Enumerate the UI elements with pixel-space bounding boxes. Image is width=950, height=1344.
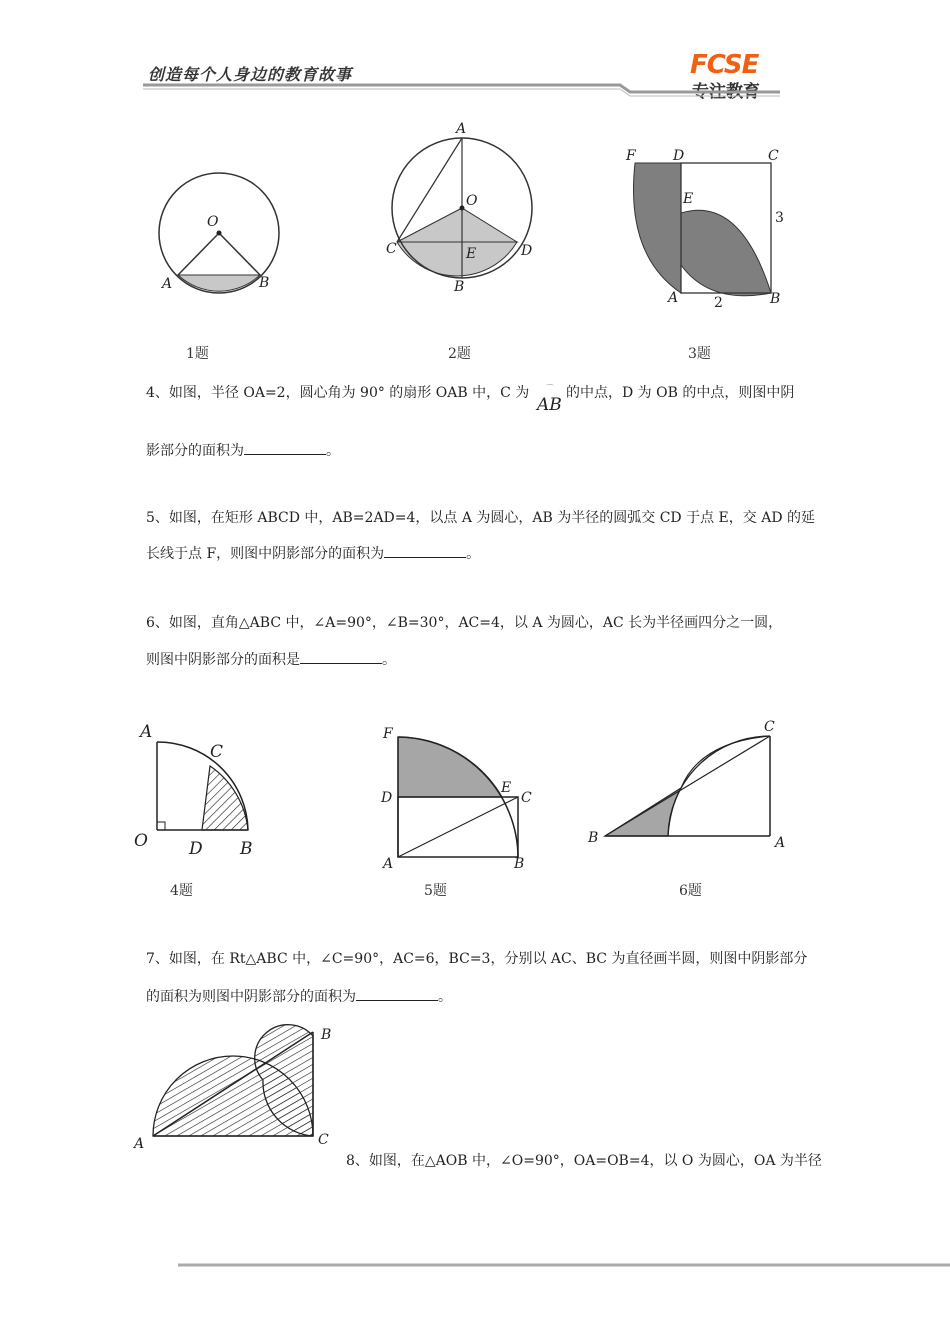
label-B: B [259, 275, 270, 291]
caption-4: 4题 [170, 883, 193, 899]
label-A: A [383, 856, 394, 872]
q7-line1: 7、如图，在 Rt△ABC 中，∠C=90°，AC=6，BC=3，分别以 AC、BC 为直径画半圆，则图中阴影部分 [146, 951, 808, 967]
q8-line1: 8、如图，在△AOB 中，∠O=90°，OA=OB=4，以 O 为圆心，OA 为半径 [346, 1153, 822, 1169]
label-B: B [321, 1027, 332, 1043]
label-O: O [466, 193, 478, 209]
caption-6: 6题 [679, 883, 702, 899]
q4-line2-text: 影部分的面积为 [146, 443, 244, 459]
label-C: C [764, 719, 775, 735]
q5-line2-text: 长线于点 F，则图中阴影部分的面积为 [146, 546, 385, 562]
label-A: A [775, 835, 786, 851]
q4-line1-part2: 的中点，D 为 OB 的中点，则图中阴 [566, 385, 795, 401]
label-B: B [514, 856, 525, 872]
label-F: F [383, 726, 393, 742]
figure-6 [587, 719, 785, 851]
figure-5 [380, 726, 532, 872]
caption-3: 3题 [688, 346, 711, 362]
brand-logo-subtitle: 专注教育 [692, 82, 760, 102]
q7-line2 [146, 986, 452, 1006]
label-A: A [140, 722, 153, 742]
label-C: C [318, 1132, 329, 1148]
label-A: A [668, 290, 679, 306]
q4-line1-part1: 4、如图，半径 OA=2，圆心角为 90° 的扇形 OAB 中，C 为 [146, 385, 530, 401]
q7-end: 。 [438, 989, 452, 1005]
header-slogan: 创造每个人身边的教育故事 [148, 65, 353, 84]
caption-5: 5题 [424, 883, 447, 899]
arc-mark: ⌒ [546, 384, 554, 393]
label-O: O [134, 831, 148, 851]
label-E: E [466, 246, 477, 262]
label-side-3: 3 [775, 210, 784, 226]
label-E: E [683, 191, 694, 207]
q4-arc-ab: AB [537, 395, 562, 415]
label-A: A [162, 276, 173, 292]
label-C: C [210, 742, 224, 762]
q6-end: 。 [382, 652, 396, 668]
label-O: O [207, 214, 219, 230]
q7-line2-text: 的面积为则图中阴影部分的面积为 [146, 989, 356, 1005]
label-C: C [521, 790, 532, 806]
label-side-2: 2 [714, 295, 723, 311]
label-B: B [588, 830, 599, 846]
label-B: B [240, 839, 253, 859]
label-A: A [134, 1136, 145, 1152]
label-C: C [386, 241, 397, 257]
label-F: F [626, 148, 636, 164]
q5-end: 。 [466, 546, 481, 562]
label-D: D [673, 148, 685, 164]
label-D: D [189, 839, 203, 859]
label-E: E [501, 780, 512, 796]
q6-line2-text: 则图中阴影部分的面积是 [146, 652, 300, 668]
q6-line1: 6、如图，直角△ABC 中，∠A=90°，∠B=30°，AC=4，以 A 为圆心，AC 长为半径画四分之一圆， [146, 615, 783, 631]
caption-1: 1题 [186, 346, 209, 362]
q4-end: 。 [326, 443, 340, 459]
label-C: C [768, 148, 779, 164]
figure-4 [134, 722, 253, 859]
label-D: D [381, 790, 393, 806]
caption-2: 2题 [448, 346, 471, 362]
label-A: A [456, 121, 467, 137]
q5-line1: 5、如图，在矩形 ABCD 中，AB=2AD=4，以点 A 为圆心，AB 为半径的圆弧交 CD 于点 E，交 AD 的延 [146, 510, 816, 526]
footer-rule [0, 1255, 950, 1275]
label-B: B [454, 279, 465, 295]
label-D: D [521, 243, 533, 259]
figure-7 [125, 1020, 345, 1155]
q7-answer-blank[interactable] [356, 986, 438, 1001]
brand-logo: FCSE [690, 50, 759, 80]
label-B: B [770, 291, 781, 307]
